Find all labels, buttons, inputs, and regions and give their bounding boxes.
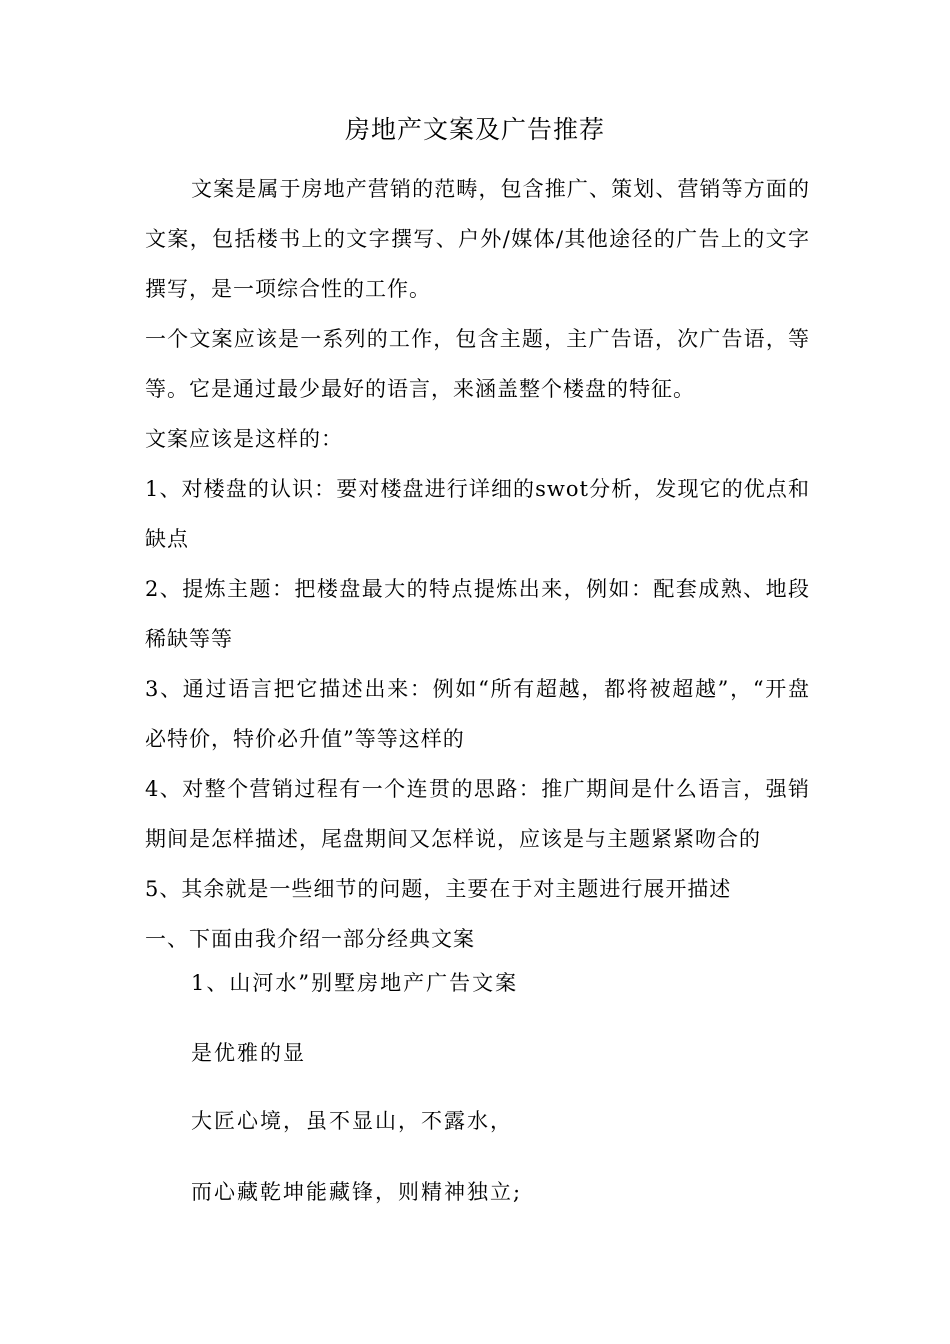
list-item-4: 4、对整个营销过程有一个连贯的思路：推广期间是什么语言，强销期间是怎样描述，尾盘期间又怎样说，应该是与主题紧紧吻合的 <box>145 777 810 851</box>
section-heading-classic-copy: 一、下面由我介绍一部分经典文案 <box>145 927 475 951</box>
list-item-1: 1、对楼盘的认识：要对楼盘进行详细的swot分析，发现它的优点和缺点 <box>145 477 810 551</box>
list-item-3: 3、通过语言把它描述出来：例如“所有超越，都将被超越”，“开盘必特价，特价必升值”等等这样的 <box>145 677 810 751</box>
poem-line-3: 而心藏乾坤能藏锋，则精神独立; <box>191 1180 523 1204</box>
intro-paragraph: 文案是属于房地产营销的范畴，包含推广、策划、营销等方面的文案，包括楼书上的文字撰写、户外/媒体/其他途径的广告上的文字撰写，是一项综合性的工作。 <box>145 177 810 301</box>
poem-line-2: 大匠心境，虽不显山，不露水， <box>191 1109 513 1133</box>
poem-heading: 1、山河水”别墅房地产广告文案 <box>191 971 519 995</box>
document-title: 房地产文案及广告推荐 <box>344 115 605 144</box>
paragraph-copy-definition: 一个文案应该是一系列的工作，包含主题，主广告语，次广告语，等等。它是通过最少最好的语言，来涵盖整个楼盘的特征。 <box>145 327 810 401</box>
document-body <box>145 164 810 964</box>
list-item-5: 5、其余就是一些细节的问题，主要在于对主题进行展开描述 <box>145 877 732 901</box>
list-item-2: 2、提炼主题：把楼盘最大的特点提炼出来，例如：配套成熟、地段稀缺等等 <box>145 577 810 651</box>
paragraph-copy-should-be: 文案应该是这样的： <box>145 427 343 451</box>
poem-line-1: 是优雅的显 <box>191 1041 306 1065</box>
